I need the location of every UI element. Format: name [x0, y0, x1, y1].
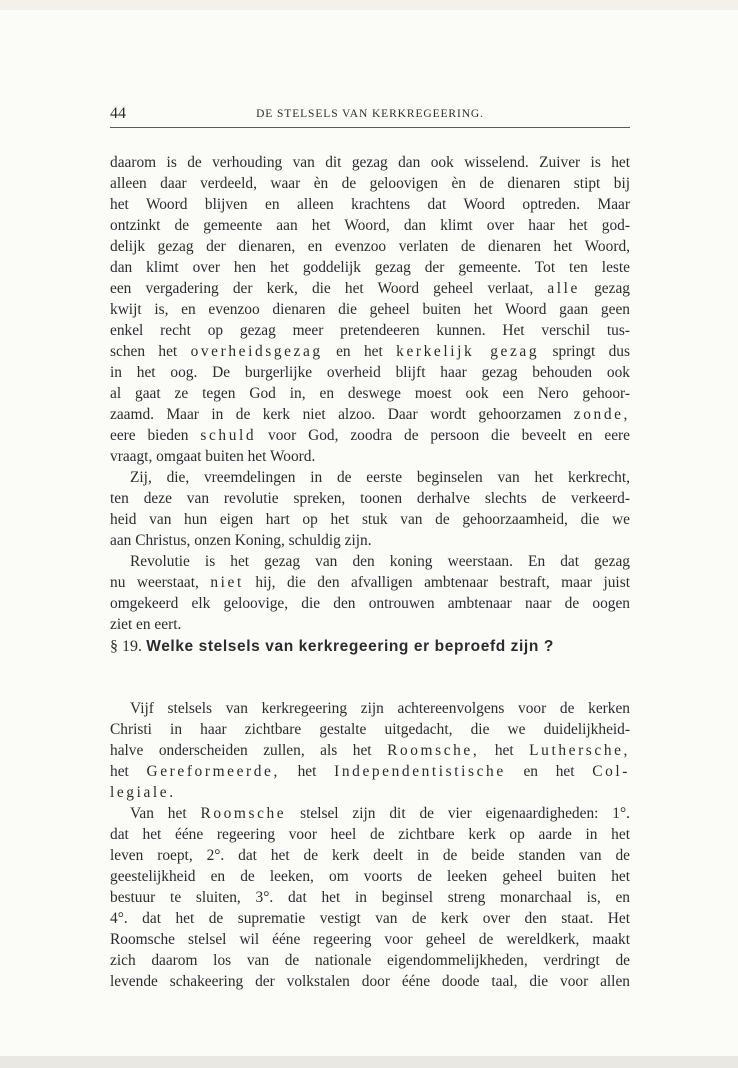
paragraph-5-line: leven roept, 2°. dat het de kerk deelt in de beide standen van de: [110, 847, 630, 864]
paragraph-4-line: [110, 782, 630, 803]
paragraph-1-line: een vergadering der kerk, die het Woord geheel verlaat, alle gezag: [110, 280, 630, 297]
paragraph-1-line: alleen daar verdeeld, waar èn de geloovigen èn de dienaren stipt bij: [110, 175, 630, 192]
paragraph-5-line: levende schakeering der volkstalen door ééne doode taal, die voor allen: [110, 973, 630, 990]
spaced-emphasis: alle: [547, 280, 580, 297]
running-title: DE STELSELS VAN KERKREGEERING.: [256, 108, 484, 120]
paragraph-3-line: omgekeerd elk geloovige, die den ontrouwen ambtenaar naar de oogen: [110, 595, 630, 612]
spaced-emphasis: overheidsgezag: [190, 343, 323, 360]
spaced-emphasis: Gereformeerde,: [146, 763, 280, 780]
paragraph-2-line: Zij, die, vreemdelingen in de eerste beginselen van het kerkrecht,: [130, 469, 630, 486]
paragraph-1-line: vraagt, omgaat buiten het Woord.: [110, 448, 316, 465]
spaced-emphasis: Roomsche: [200, 805, 287, 822]
paragraph-5-line: 4°. dat het de suprematie vestigt van de kerk over den staat. Het: [110, 910, 630, 927]
spaced-emphasis: zonde,: [573, 406, 630, 423]
paragraph-1-line: dan klimt over hen het goddelijk gezag der gemeente. Tot ten leste: [110, 259, 630, 276]
paragraph-2-line: heid van hun eigen hart op het stuk van de gehoorzaamheid, die we: [110, 511, 630, 528]
paragraph-1-line: ontzinkt de gemeente aan het Woord, dan klimt over haar het god-: [110, 217, 630, 234]
page-number: 44: [110, 105, 126, 122]
spaced-emphasis: kerkelijk gezag: [396, 343, 540, 360]
paragraph-5-line: Van het Roomsche stelsel zijn dit de vier eigenaardigheden: 1°.: [130, 805, 630, 822]
spaced-emphasis: Luthersche,: [529, 742, 630, 759]
paragraph-3-line: nu weerstaat, niet hij, die den afvalligen ambtenaar bestraft, maar juist: [110, 574, 630, 591]
section-heading: [110, 634, 630, 659]
paragraph-1-line: kwijt is, en evenzoo dienaren die geheel buiten het Woord gaan geen: [110, 301, 630, 318]
paragraph-3-line: ziet en eert.: [110, 616, 182, 633]
paragraph-5-line: Roomsche stelsel wil ééne regeering voor geheel de wereldkerk, maakt: [110, 931, 630, 948]
paragraph-3-line: Revolutie is het gezag van den koning weerstaan. En dat gezag: [130, 553, 630, 570]
scan-bottom-edge: [0, 1056, 738, 1068]
spaced-emphasis: schuld: [200, 427, 257, 444]
paragraph-5-line: bestuur te sluiten, 3°. dat het in beginsel streng monarchaal is, en: [110, 889, 630, 906]
paragraph-1-line: zaamd. Maar in de kerk niet alzoo. Daar wordt gehoorzamen zonde,: [110, 406, 630, 423]
section-title: Welke stelsels van kerkregeering er beproefd zijn ?: [146, 638, 554, 655]
paragraph-1-line: schen het overheidsgezag en het kerkelijk gezag springt dus: [110, 343, 630, 360]
spaced-emphasis: Independentistische: [334, 763, 506, 780]
page-header: [110, 105, 630, 128]
spaced-emphasis: Roomsche,: [387, 742, 480, 759]
paragraph-1-line: eere bieden schuld voor God, zoodra de persoon die beveelt en eere: [110, 427, 630, 444]
paragraph-4-line: Vijf stelsels van kerkregeering zijn achtereenvolgens voor de kerken: [130, 700, 630, 717]
paragraph-2-line: aan Christus, onzen Koning, schuldig zijn.: [110, 532, 372, 549]
spaced-emphasis: niet: [210, 574, 244, 591]
book-page: [0, 10, 738, 1056]
spaced-emphasis: legiale.: [110, 784, 176, 801]
paragraph-5-line: zich daarom los van de nationale eigendommelijkheden, verdringt de: [110, 952, 630, 969]
spaced-emphasis: Col-: [592, 763, 630, 780]
paragraph-1-line: daarom is de verhouding van dit gezag dan ook wisselend. Zuiver is het: [110, 154, 630, 171]
paragraph-1-line: het Woord blijven en alleen krachtens dat Woord optreden. Maar: [110, 196, 630, 213]
paragraph-4-line: het Gereformeerde, het Independentistische en het Col-: [110, 763, 630, 780]
section-number: § 19.: [110, 638, 142, 655]
paragraph-2-line: ten deze van revolutie spreken, toonen derhalve slechts de verkeerd-: [110, 490, 630, 507]
paragraph-4-line: halve onderscheiden zullen, als het Roomsche, het Luthersche,: [110, 742, 630, 759]
paragraph-1-line: enkel recht op gezag meer pretendeeren kunnen. Het verschil tus-: [110, 322, 630, 339]
paragraph-5-line: geestelijkheid en de leeken, om voorts de leeken geheel buiten het: [110, 868, 630, 885]
paragraph-1-line: in het oog. De burgerlijke overheid blijft haar gezag behouden ook: [110, 364, 630, 381]
paragraph-5-line: dat het ééne regeering voor heel de zichtbare kerk op aarde in het: [110, 826, 630, 843]
paragraph-1-line: al gaat ze tegen God in, en deswege moest ook een Nero gehoor-: [110, 385, 630, 402]
paragraph-1-line: delijk gezag der dienaren, en evenzoo verlaten de dienaren het Woord,: [110, 238, 630, 255]
paragraph-4-line: Christi in haar zichtbare gestalte uitgedacht, die we duidelijkheid-: [110, 721, 630, 738]
